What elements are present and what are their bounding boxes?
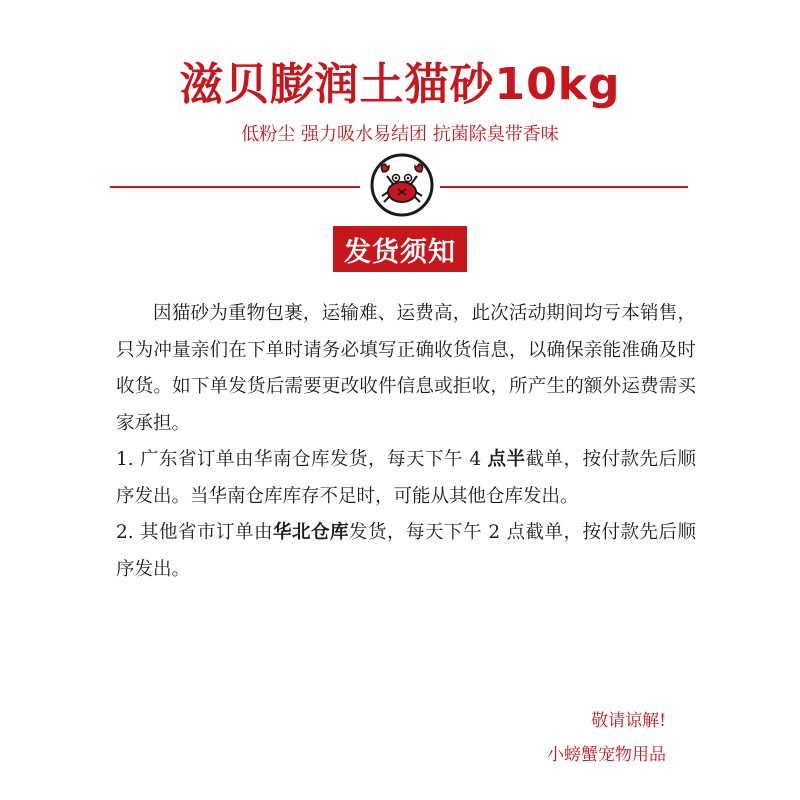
rule-1-emphasis: 点半 [487, 449, 526, 470]
rule-2-emphasis: 华北仓库 [273, 522, 350, 543]
divider-right [440, 186, 688, 188]
crab-logo-icon [369, 152, 435, 218]
product-features: 低粉尘 强力吸水易结团 抗菌除臭带香味 [241, 124, 559, 145]
product-title: 滋贝膨润土猫砂10kg [179, 59, 621, 110]
notice-body [116, 296, 696, 588]
rule-2-text: 2. 其他省市订单由 [116, 522, 274, 543]
closing-note: 敬请谅解! [591, 711, 666, 731]
shipping-rule-2 [116, 515, 696, 588]
rule-1-text: 1. 广东省订单由华南仓库发货，每天下午 4 [116, 449, 488, 470]
store-signature: 小螃蟹宠物用品 [547, 745, 666, 765]
notice-heading: 发货须知 [333, 226, 467, 272]
rule-2-text-end: 发货，每天下午 2 点截单，按付款先后顺序发出。 [116, 522, 696, 580]
rule-1-text-end: 截单，按付款先后顺序发出。当华南仓库库存不足时，可能从其他仓库发出。 [116, 449, 696, 507]
notice-intro: 因猫砂为重物包裹，运输难、运费高，此次活动期间均亏本销售，只为冲量亲们在下单时请务必填写正确收货信息，以确保亲能准确及时收货。如下单发货后需要更改收件信息或拒收，所产生的额外运费需买家承担。 [116, 303, 696, 434]
shipping-rule-1 [116, 442, 696, 515]
divider-left [110, 186, 360, 188]
